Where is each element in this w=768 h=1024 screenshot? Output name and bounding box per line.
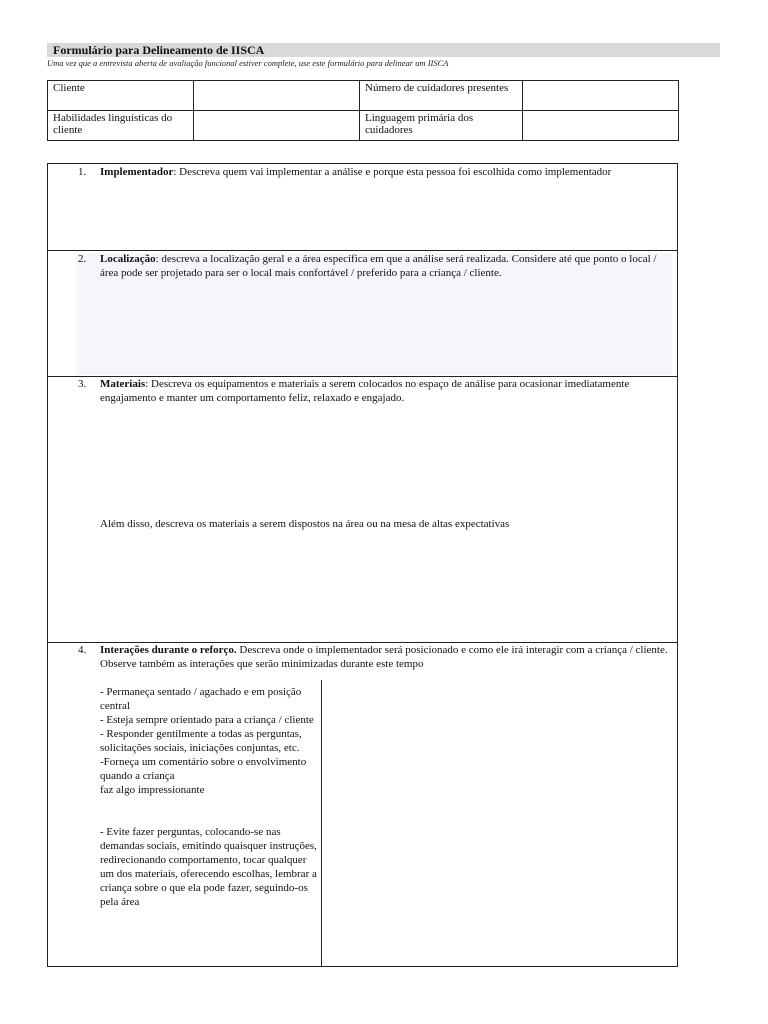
client-label: Cliente: [48, 81, 194, 111]
list-item-avoid: - Evite fazer perguntas, colocando-se nas demandas sociais, emitindo quaisquer instruções, redirecionando comportamento, tocar qualquer um dos materiais, oferecendo escolhas, lembrar a criança sobre o que ela pode fazer, seguindo-os pela área: [100, 826, 317, 908]
form-title-bar: [47, 43, 720, 57]
section-number: 2.: [78, 253, 87, 265]
section-heading: Implementador: [100, 166, 174, 178]
language-skills-label: Habilidades linguísticas do cliente: [48, 111, 194, 141]
section-description: [100, 252, 670, 280]
section-number: 3.: [78, 378, 87, 390]
section-heading: Localização: [100, 253, 156, 265]
form-subtitle: Uma vez que a entrevista aberta de avaliação funcional estiver complete, use este formulário para delinear um IISCA: [47, 58, 449, 68]
section-materials[interactable]: [48, 377, 677, 643]
section-heading: Materiais: [100, 378, 146, 390]
section-interactions: [48, 643, 677, 966]
caregivers-count-label: Número de cuidadores presentes: [360, 81, 523, 111]
form-title: Formulário para Delineamento de IISCA: [53, 43, 265, 57]
section-description: [100, 165, 670, 179]
list-item: - Responder gentilmente a todas as perguntas, solicitações sociais, iniciações conjuntas, etc.: [100, 728, 302, 754]
section-number: 1.: [78, 166, 87, 178]
section-description: [100, 377, 670, 405]
section-text: : Descreva quem vai implementar a análise e porque esta pessoa foi escolhida como implementador: [173, 166, 612, 178]
spacer: [100, 797, 322, 825]
section-text: : Descreva os equipamentos e materiais a serem colocados no espaço de análise para ocasionar imediatamente engajamento e manter um comportamento feliz, relaxado e engajado.: [100, 378, 630, 404]
list-item: - Permaneça sentado / agachado e em posição central: [100, 686, 302, 712]
form-sections: [47, 163, 678, 967]
list-item: faz algo impressionante: [100, 784, 205, 796]
section-heading: Interações durante o reforço.: [100, 644, 237, 656]
list-item: -Forneça um comentário sobre o envolvimento quando a criança: [100, 756, 307, 782]
table-row: [48, 81, 679, 111]
table-row: [48, 111, 679, 141]
caregiver-language-label: Linguagem primária dos cuidadores: [360, 111, 523, 141]
language-skills-field[interactable]: [194, 111, 360, 141]
section-location[interactable]: [48, 251, 677, 377]
client-info-table: [47, 80, 679, 141]
interaction-guidelines: [100, 685, 322, 909]
section-description: [100, 643, 670, 671]
section-text: : descreva a localização geral e a área específica em que a análise será realizada. Considere até que ponto o local / área pode ser projetado para ser o local mais confortável / preferido para a criança / cliente.: [100, 253, 657, 279]
caregiver-language-field[interactable]: [523, 111, 679, 141]
caregivers-count-field[interactable]: [523, 81, 679, 111]
section-number: 4.: [78, 644, 87, 656]
list-item: - Esteja sempre orientado para a criança / cliente: [100, 714, 314, 726]
client-field[interactable]: [194, 81, 360, 111]
section-implementer[interactable]: [48, 164, 677, 251]
section-text: Descreva onde o implementador será posicionado e como ele irá interagir com a criança / cliente. Observe também as interações que serão minimizadas durante este tempo: [100, 644, 668, 670]
section-extra-text: Além disso, descreva os materiais a serem dispostos na área ou na mesa de altas expectativas: [100, 518, 510, 530]
